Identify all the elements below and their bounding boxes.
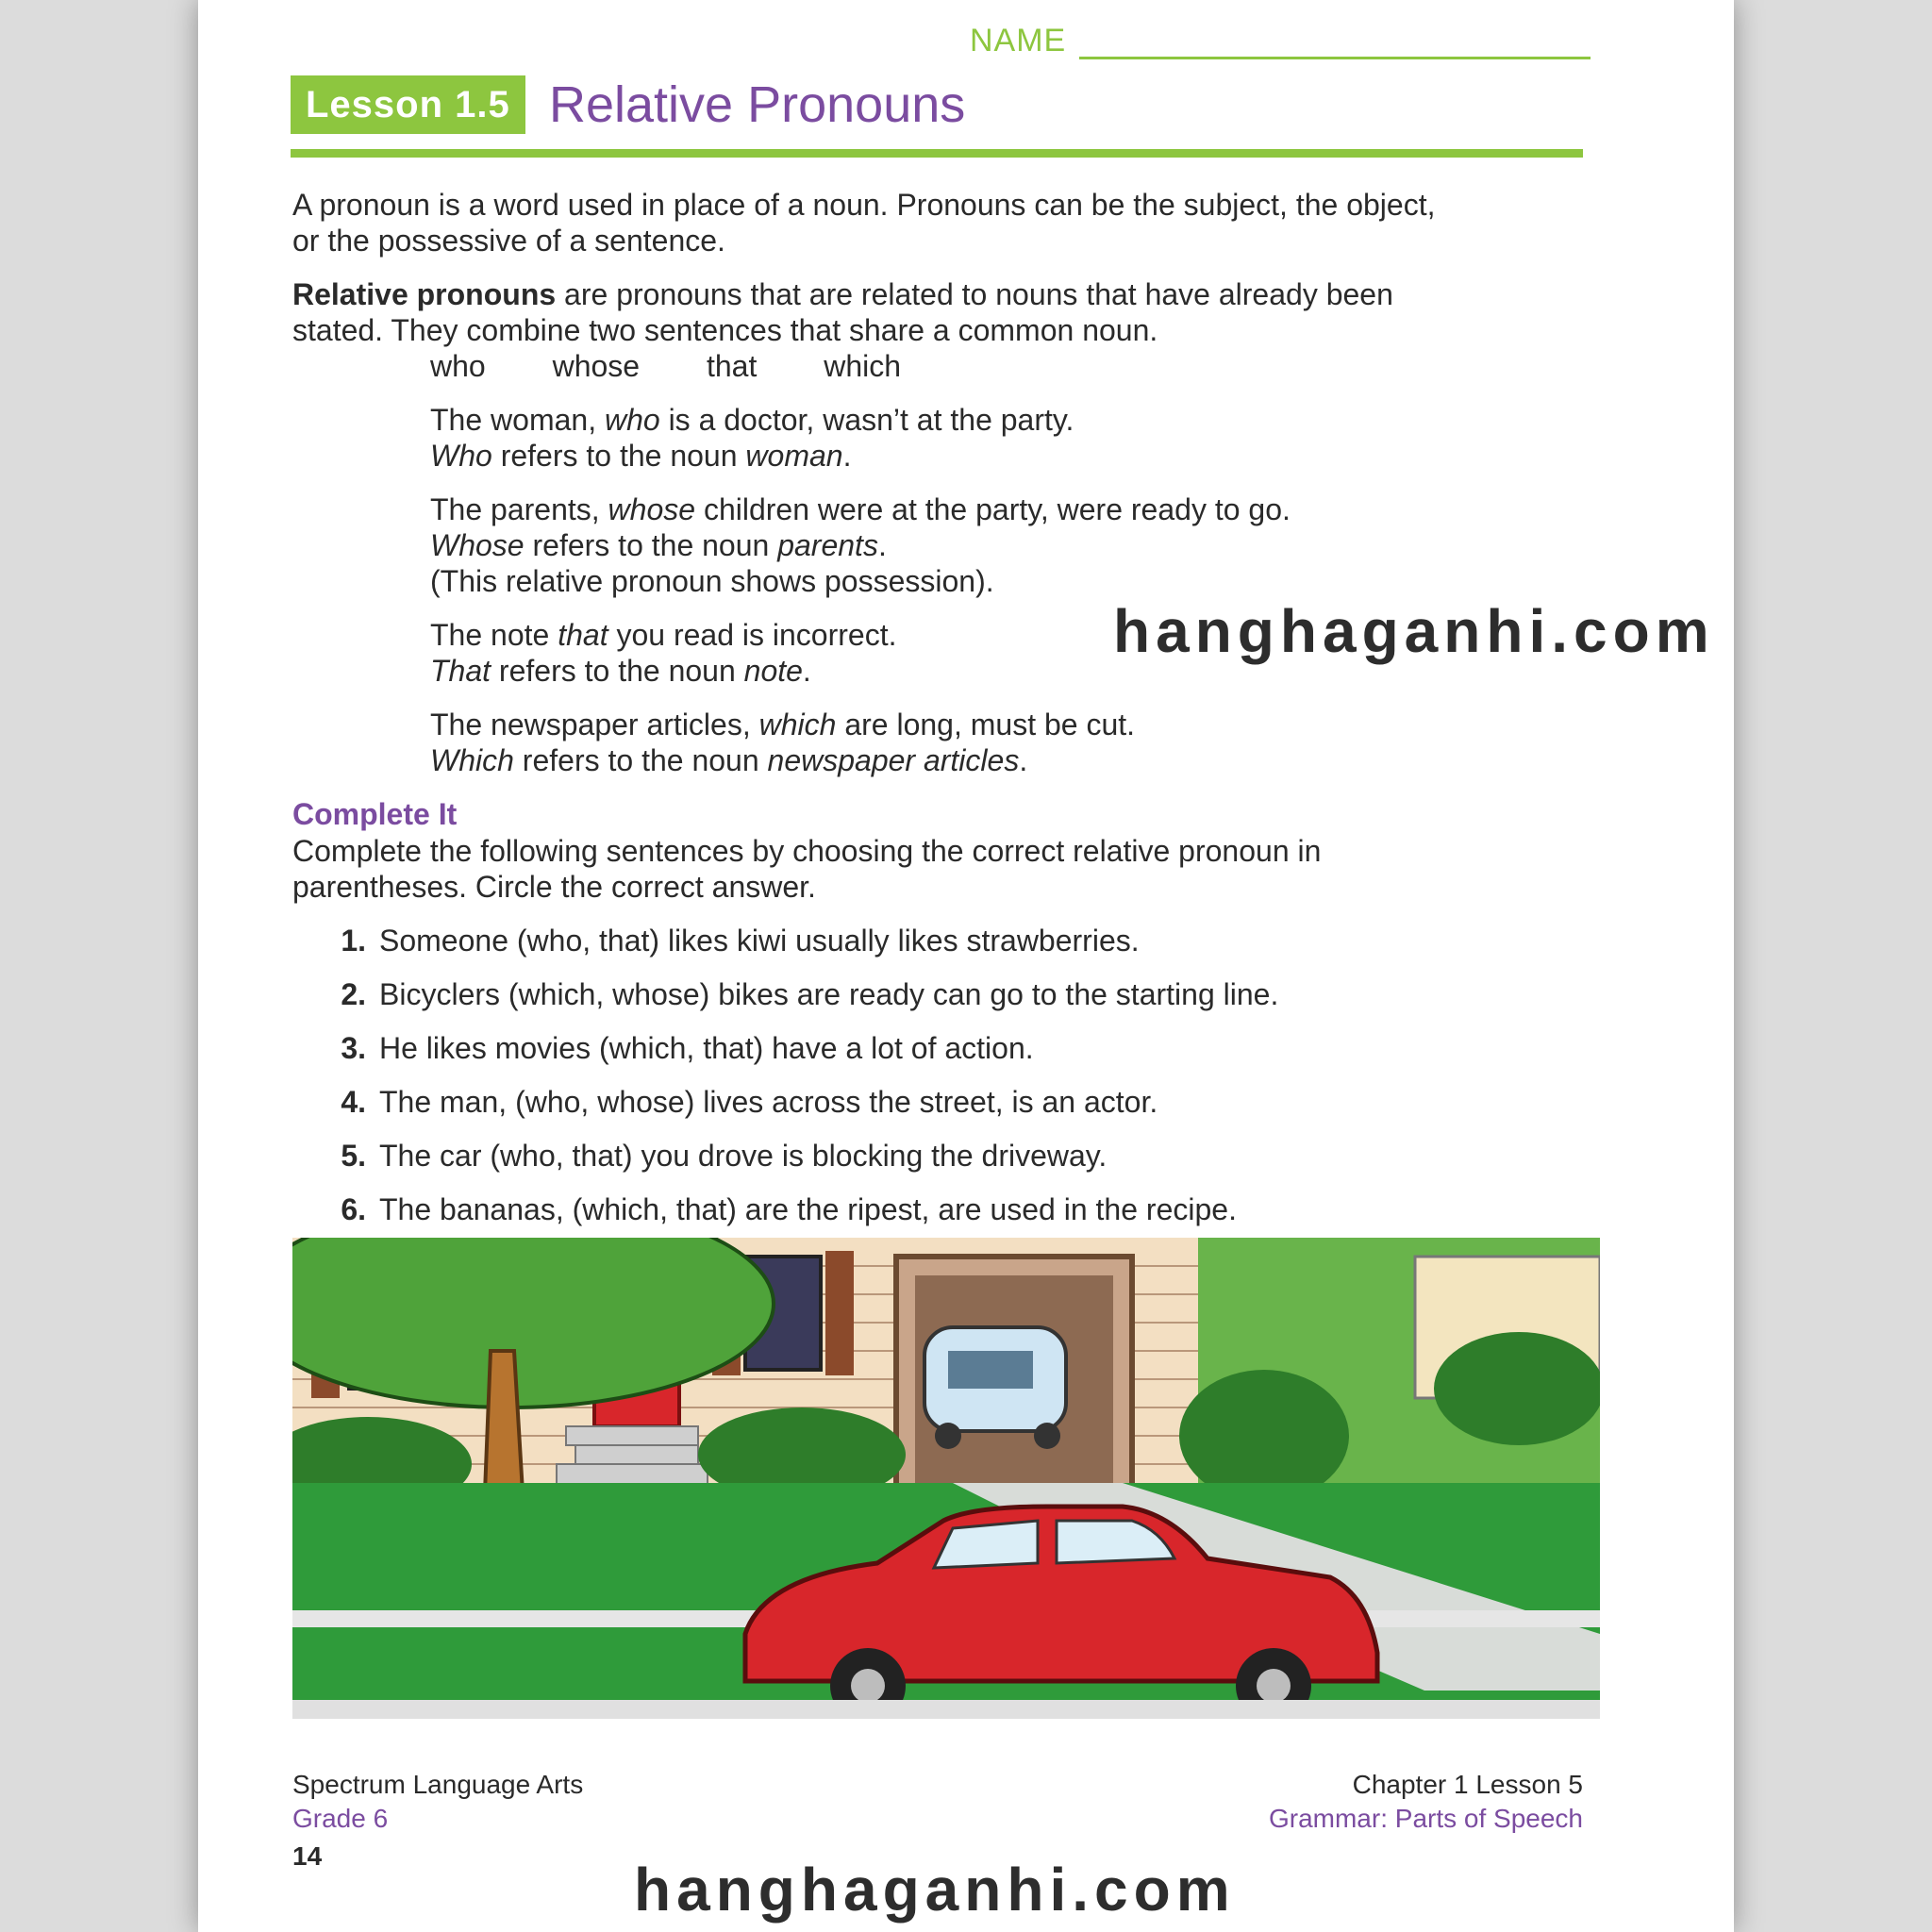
chapter-label: Chapter 1 Lesson 5	[1352, 1770, 1583, 1799]
exercise-text: He likes movies (which, that) have a lot of action.	[379, 1031, 1034, 1065]
exercise-text: Bicyclers (which, whose) bikes are ready can go to the starting line.	[379, 977, 1279, 1011]
example-explanation: That refers to the noun note.	[430, 654, 811, 688]
example-explanation: Whose refers to the noun parents.	[430, 528, 887, 562]
watermark-text: hanghaganhi.com	[1113, 597, 1715, 665]
topic-label: Grammar: Parts of Speech	[1268, 1804, 1583, 1833]
name-label: NAME	[970, 23, 1067, 58]
pronoun-item: who	[430, 349, 486, 383]
exercise-item[interactable]	[321, 923, 1641, 958]
exercise-number: 1.	[341, 924, 366, 958]
instruction-line: Complete the following sentences by choosing the correct relative pronoun in	[292, 834, 1322, 868]
exercise-text: The bananas, (which, that) are the ripest, are used in the recipe.	[379, 1192, 1237, 1226]
intro-line: A pronoun is a word used in place of a noun. Pronouns can be the subject, the object,	[292, 188, 1436, 222]
pronoun-item: that	[706, 349, 758, 383]
footer-right	[1269, 1768, 1583, 1836]
exercise-text: Someone (who, that) likes kiwi usually likes strawberries.	[379, 924, 1140, 958]
intro-paragraph	[292, 187, 1594, 258]
name-field	[970, 23, 1591, 59]
definition-line	[292, 276, 1594, 312]
pronoun-list	[430, 348, 1562, 384]
complete-it-heading: Complete It	[292, 797, 458, 831]
example-whose	[430, 491, 1562, 599]
worksheet-page	[198, 0, 1734, 1932]
example-sentence: The parents, whose children were at the party, were ready to go.	[430, 492, 1291, 526]
instruction-line: parentheses. Circle the correct answer.	[292, 870, 816, 904]
example-sentence: The note that you read is incorrect.	[430, 618, 897, 652]
exercise-item[interactable]	[321, 1138, 1641, 1174]
book-title: Spectrum Language Arts	[292, 1770, 584, 1799]
exercise-text: The man, (who, whose) lives across the street, is an actor.	[379, 1085, 1158, 1119]
exercise-text: The car (who, that) you drove is blocking the driveway.	[379, 1139, 1108, 1173]
example-sentence: The newspaper articles, which are long, must be cut.	[430, 708, 1136, 741]
exercise-number: 3.	[341, 1031, 366, 1065]
exercise-number: 6.	[341, 1192, 366, 1226]
definition-line: stated. They combine two sentences that share a common noun.	[292, 313, 1158, 347]
exercise-number: 4.	[341, 1085, 366, 1119]
intro-line: or the possessive of a sentence.	[292, 224, 725, 258]
definition-paragraph	[292, 276, 1594, 348]
street-scene-illustration	[292, 1238, 1600, 1719]
example-explanation: Who refers to the noun woman.	[430, 439, 852, 473]
watermark-text: hanghaganhi.com	[634, 1856, 1236, 1924]
lesson-badge: Lesson 1.5	[291, 75, 525, 134]
example-explanation: Which refers to the noun newspaper articles.	[430, 743, 1028, 777]
page-number: 14	[292, 1841, 323, 1871]
exercise-item[interactable]	[321, 1191, 1641, 1227]
definition-text: are pronouns that are related to nouns that have already been	[556, 277, 1393, 311]
exercise-number: 2.	[341, 977, 366, 1011]
example-note: (This relative pronoun shows possession).	[430, 564, 994, 598]
page-title: Relative Pronouns	[549, 76, 966, 133]
exercise-item[interactable]	[321, 1030, 1641, 1066]
exercise-number: 5.	[341, 1139, 366, 1173]
example-which	[430, 707, 1562, 778]
example-sentence: The woman, who is a doctor, wasn’t at the party.	[430, 403, 1074, 437]
pronoun-item: which	[824, 349, 902, 383]
house-car-drawing	[292, 1238, 1600, 1719]
title-divider	[291, 149, 1583, 158]
exercise-item[interactable]	[321, 976, 1641, 1012]
example-who	[430, 402, 1562, 474]
footer-left	[292, 1768, 583, 1836]
name-write-line	[1079, 28, 1591, 59]
complete-it-instructions	[292, 833, 1594, 905]
exercise-item[interactable]	[321, 1084, 1641, 1120]
pronoun-item: whose	[552, 349, 641, 383]
grade-label: Grade 6	[292, 1804, 389, 1833]
definition-term: Relative pronouns	[292, 277, 557, 311]
